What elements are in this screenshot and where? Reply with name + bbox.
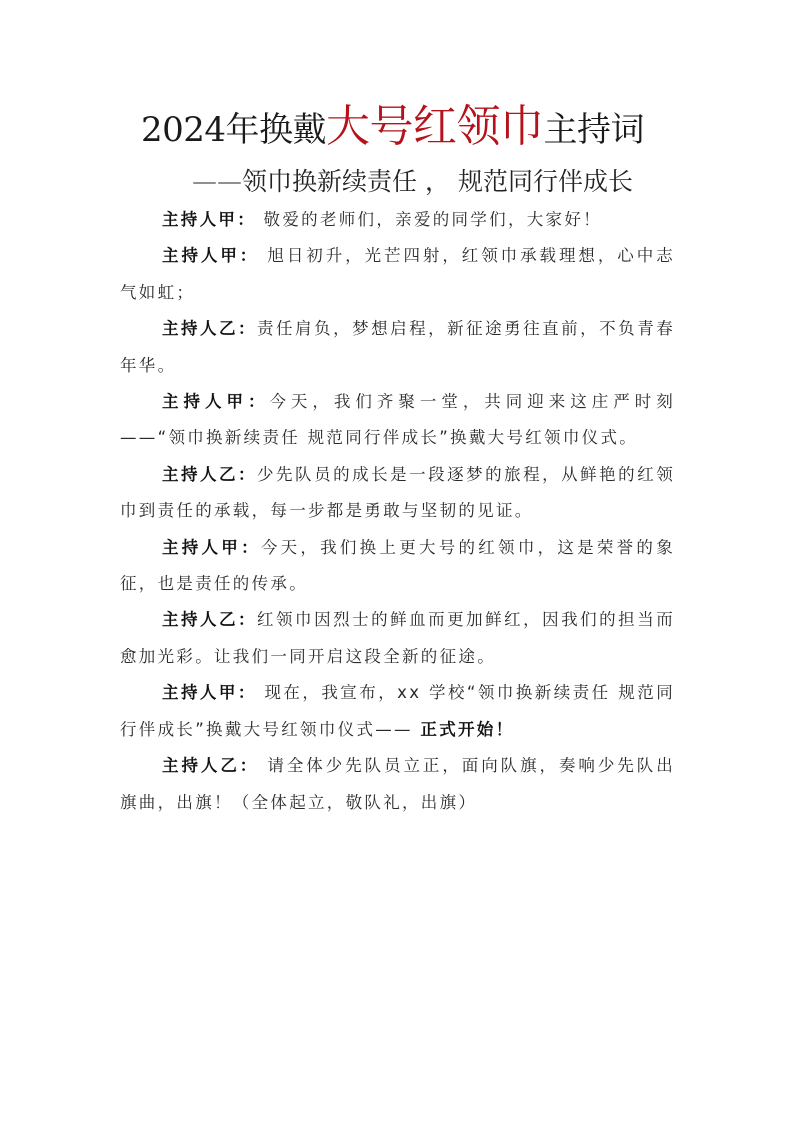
speaker-label: 主持人甲： [162, 537, 261, 557]
paragraph-text: 责任肩负，梦想启程，新征途勇往直前，不负青春年华。 [120, 319, 676, 375]
paragraph [120, 238, 675, 311]
document-page [120, 100, 675, 821]
paragraph-text: 现在，我宣布，xx 学校“领巾换新续责任 规范同行伴成长”换戴大号红领巾仪式—— [120, 683, 676, 739]
paragraph-text: 红领巾因烈士的鲜血而更加鲜红，因我们的担当而愈加光彩。让我们一同开启这段全新的征途。 [120, 610, 676, 666]
paragraph-text: 旭日初升，光芒四射，红领巾承载理想，心中志气如虹； [120, 246, 675, 302]
paragraph-text: 今天，我们齐聚一堂，共同迎来这庄严时刻——“领巾换新续责任 规范同行伴成长”换戴大号红领巾仪式。 [120, 392, 676, 448]
title-suffix: 主持词 [543, 110, 645, 150]
speaker-label: 主持人乙： [162, 464, 258, 484]
paragraph [120, 530, 675, 603]
title-highlight: 大号红领巾 [326, 101, 544, 152]
speaker-label: 主持人乙： [162, 610, 258, 630]
speaker-label: 主持人甲： [162, 392, 270, 412]
paragraph-text: 少先队员的成长是一段逐梦的旅程，从鲜艳的红领巾到责任的承载，每一步都是勇敢与坚韧的见证。 [120, 464, 676, 521]
paragraph-text: 请全体少先队员立正，面向队旗，奏响少先队出旗曲，出旗！（全体起立，敬队礼，出旗） [120, 756, 675, 812]
paragraph-text: 敬爱的老师们，亲爱的同学们，大家好！ [256, 210, 602, 229]
document-body [120, 202, 675, 821]
speaker-label: 主持人甲： [162, 210, 256, 229]
paragraph [120, 202, 675, 238]
title-prefix: 2024年换戴 [140, 110, 327, 150]
document-title [110, 100, 675, 154]
paragraph [120, 311, 675, 384]
paragraph [120, 384, 675, 457]
paragraph [120, 602, 675, 675]
document-subtitle: ——领巾换新续责任 ， 规范同行伴成长 [192, 167, 633, 196]
paragraph [120, 457, 675, 530]
paragraph-text: 今天，我们换上更大号的红领巾，这是荣誉的象征，也是责任的传承。 [120, 537, 675, 594]
speaker-label: 主持人乙： [162, 756, 260, 776]
paragraph [120, 675, 675, 748]
speaker-label: 主持人乙： [162, 319, 258, 339]
speaker-label: 主持人甲： [162, 246, 260, 266]
speaker-label: 主持人甲： [162, 683, 257, 703]
emphasis-text: 正式开始！ [420, 719, 515, 739]
paragraph [120, 748, 675, 821]
